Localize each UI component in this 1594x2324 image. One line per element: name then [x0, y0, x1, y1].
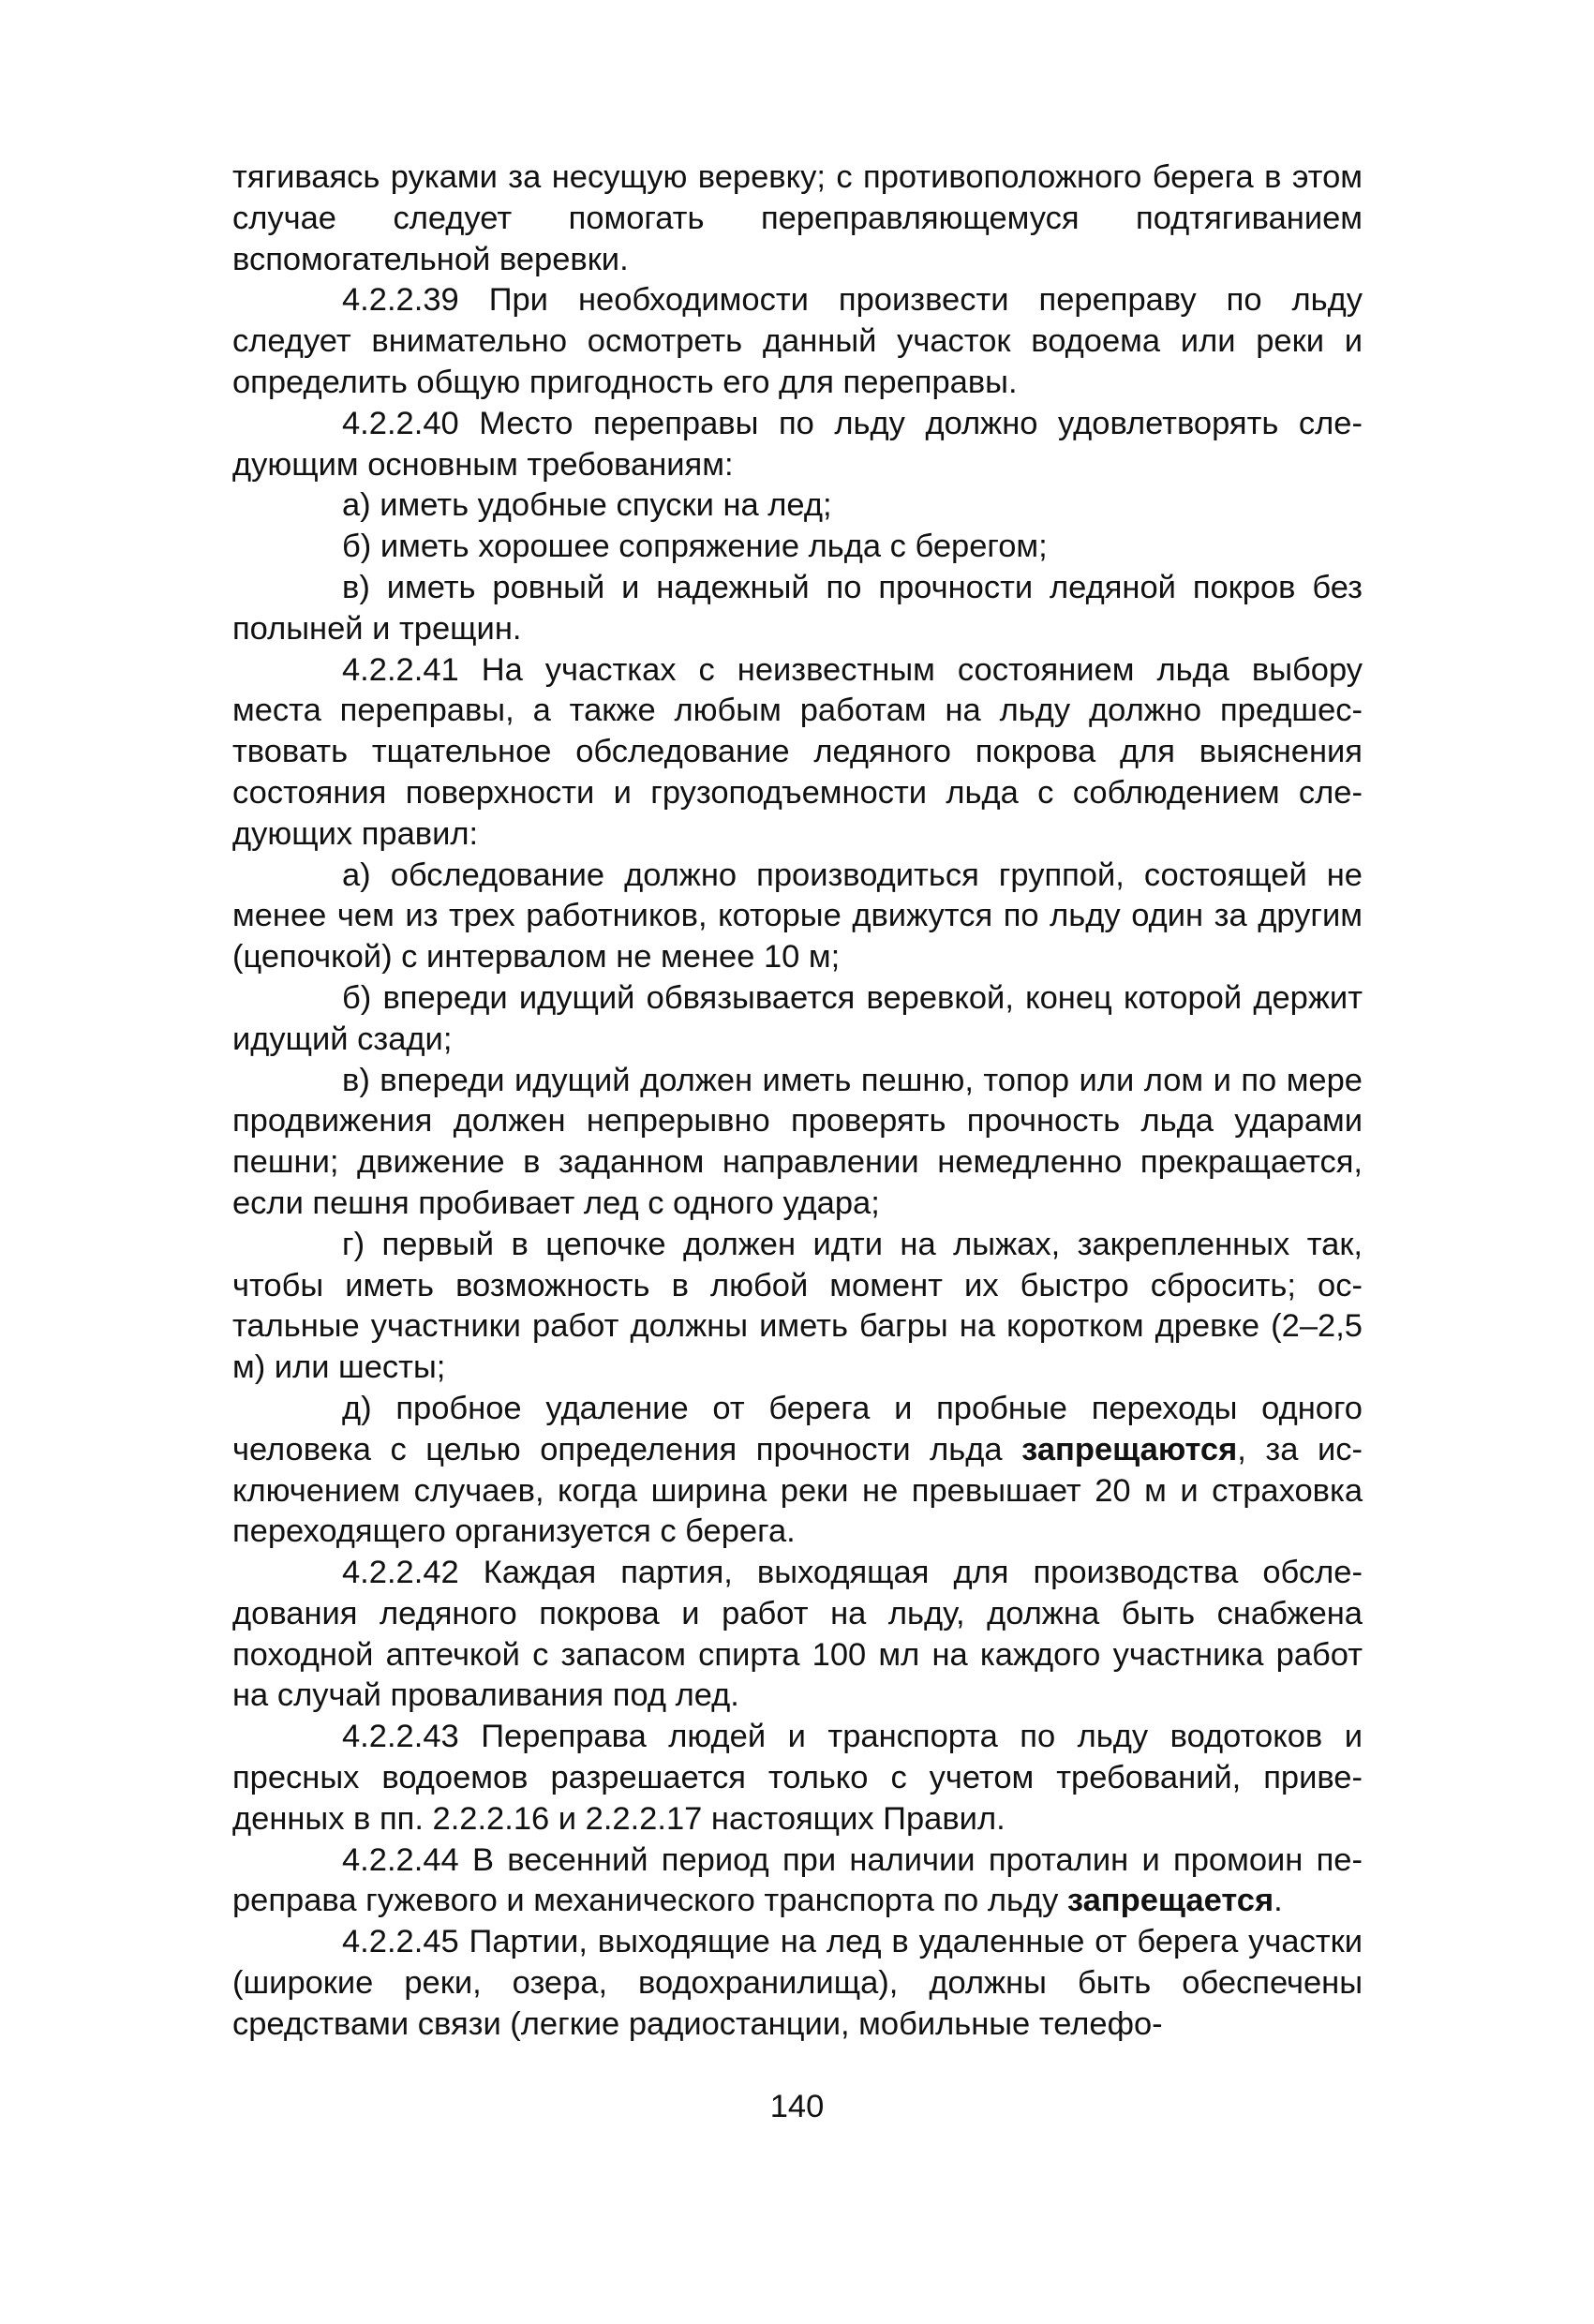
paragraph-text-before: д) пробное удаление от берега и пробные переходы одного человека с целью определения прочности льда — [232, 1390, 1363, 1467]
paragraph-4-2-2-44 — [232, 1840, 1363, 1923]
paragraph-4-2-2-42: 4.2.2.42 Каждая партия, выходящая для производства обследования ледяного покрова и работ на льду, должна быть снабжена походной аптечкой с запасом спирта 100 мл на каждого участника работ на случай проваливания под лед. — [232, 1555, 1363, 1714]
paragraph-text-after: , за исключением случаев, когда ширина реки не превышает 20 м и страховка переходящего организуется с берега. — [232, 1431, 1363, 1550]
list-item-4-2-2-41-e — [232, 1389, 1363, 1553]
paragraph-4-2-2-41: 4.2.2.41 На участках с неизвестным состоянием льда выбору места переправы, а также любым работам на льду должно предшествовать тщательное обследование ледяного покрова для выяснения состояния поверхности и грузоподъемности льда с соблюдением следующих правил: — [232, 651, 1363, 852]
paragraph-text-before: 4.2.2.44 В весенний период при наличии проталин и промоин переправа гужевого и механического транспорта по льду — [232, 1841, 1363, 1919]
paragraph-4-2-2-40: 4.2.2.40 Место переправы по льду должно удовлетворять следующим основным требованиям: — [232, 405, 1363, 483]
document-body — [232, 157, 1363, 2046]
paragraph-4-2-2-45: 4.2.2.45 Партии, выходящие на лед в удаленные от берега участки (широкие реки, озера, водохранилища), должны быть обеспечены средствами связи (легкие радиостанции, мобильные телефо- — [232, 1924, 1363, 2042]
bold-emphasis-prohibited: запрещается — [1066, 1883, 1274, 1919]
paragraph-4-2-2-39: 4.2.2.39 При необходимости произвести переправу по льду следует внимательно осмотреть данный участок водоема или реки и определить общую пригодность его для переправы. — [232, 282, 1363, 400]
list-item-4-2-2-40-b: б) иметь хорошее сопряжение льда с берегом; — [342, 529, 1048, 565]
paragraph-continuation: тягиваясь руками за несущую веревку; с противоположного берега в этом случае следует помогать переправляющемуся подтягиванием вспомогательной веревки. — [232, 159, 1363, 277]
list-item-4-2-2-40-a: а) иметь удобные спуски на лед; — [342, 487, 832, 524]
page-number: 140 — [769, 2089, 825, 2124]
paragraph-text-after: . — [1274, 1883, 1283, 1919]
list-item-4-2-2-40-c: в) иметь ровный и надежный по прочности ледяной покров без полыней и трещин. — [232, 569, 1363, 647]
bold-emphasis-prohibited: запрещаются — [1021, 1431, 1238, 1467]
paragraph-4-2-2-43: 4.2.2.43 Переправа людей и транспорта по льду водотоков и пресных водоемов разрешается только с учетом требований, приведенных в пп. 2.2.2.16 и 2.2.2.17 настоящих Правил. — [232, 1719, 1363, 1837]
list-item-4-2-2-41-b: б) впереди идущий обвязывается веревкой, конец которой держит идущий сзади; — [232, 979, 1363, 1057]
list-item-4-2-2-41-d: г) первый в цепочке должен идти на лыжах, закрепленных так, чтобы иметь возможность в любой момент их быстро сбросить; остальные участники работ должны иметь багры на коротком древке (2–2,5 м) или шесты; — [232, 1226, 1363, 1386]
list-item-4-2-2-41-c: в) впереди идущий должен иметь пешню, топор или лом и по мере продвижения должен непрерывно проверять прочность льда ударами пешни; движение в заданном направлении немедленно прекращается, если пешня пробивает лед с одного удара; — [232, 1062, 1363, 1221]
list-item-4-2-2-41-a: а) обследование должно производиться группой, состоящей не менее чем из трех работников, которые движутся по льду один за другим (цепочкой) с интервалом не менее 10 м; — [232, 857, 1363, 976]
